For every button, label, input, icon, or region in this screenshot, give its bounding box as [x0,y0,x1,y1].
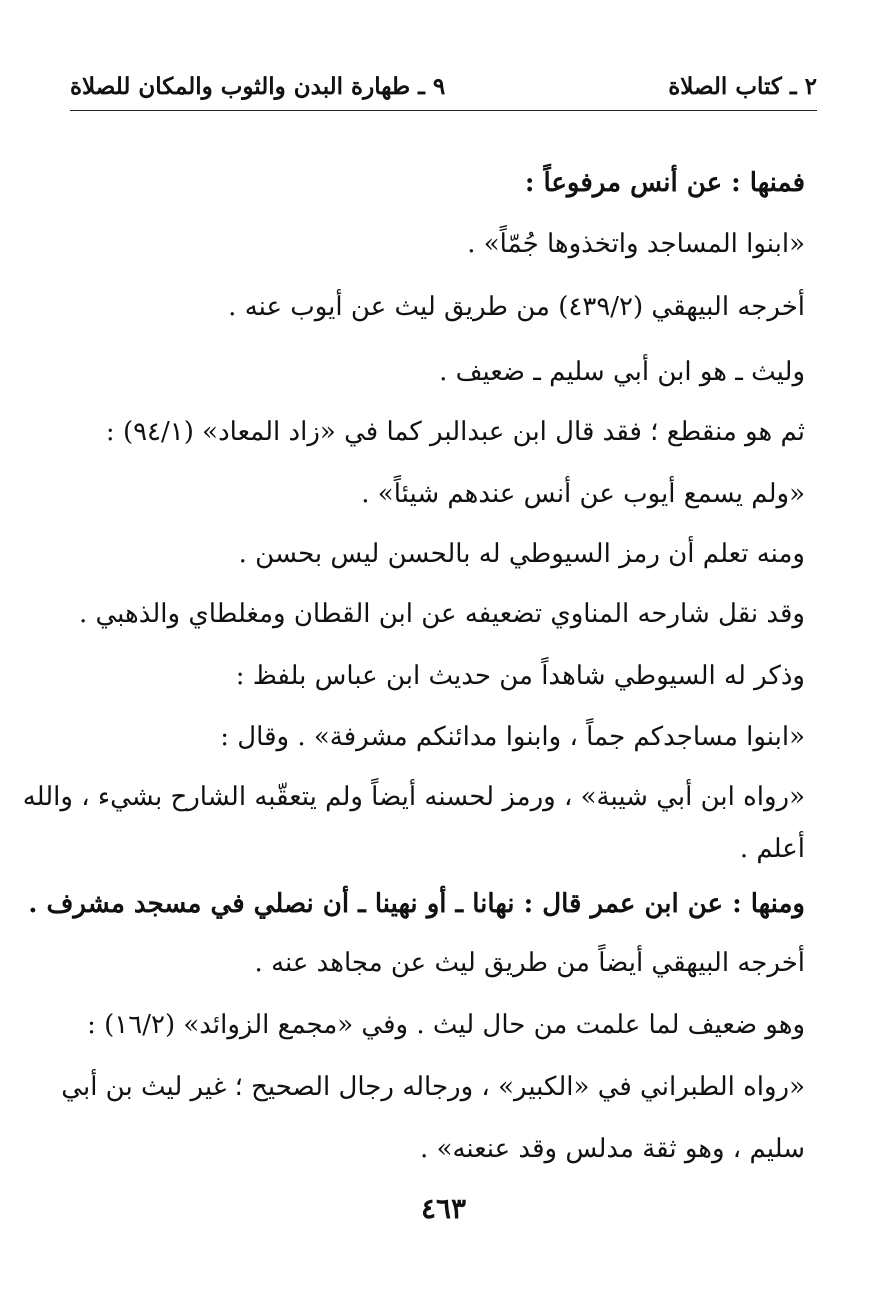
header-chapter: ٢ ـ كتاب الصلاة [668,72,817,100]
text-line: «ولم يسمع أيوب عن أنس عندهم شيئاً» . [361,479,805,509]
text-line: «ابنوا مساجدكم جماً ، وابنوا مدائنكم مشرفة» . وقال : [220,722,805,752]
text-line: «ابنوا المساجد واتخذوها جُمّاً» . [467,229,805,259]
text-line: ومنها : عن ابن عمر قال : نهانا ـ أو نهينا ـ أن نصلي في مسجد مشرف . [28,889,805,919]
text-line: «رواه ابن أبي شيبة» ، ورمز لحسنه أيضاً ولم يتعقّبه الشارح بشيء ، والله [22,782,805,812]
text-line: أعلم . [739,834,805,864]
text-line: وليث ـ هو ابن أبي سليم ـ ضعيف . [439,357,805,387]
text-line: وقد نقل شارحه المناوي تضعيفه عن ابن القطان ومغلطاي والذهبي . [78,599,805,629]
text-line: سليم ، وهو ثقة مدلس وقد عنعنه» . [420,1134,805,1164]
text-line: فمنها : عن أنس مرفوعاً : [524,168,805,198]
page-number: ٤٦٣ [420,1192,467,1225]
text-line: أخرجه البيهقي أيضاً من طريق ليث عن مجاهد عنه . [254,948,805,978]
header-rule [70,110,817,111]
header-section: ٩ ـ طهارة البدن والثوب والمكان للصلاة [70,72,446,100]
text-line: «رواه الطبراني في «الكبير» ، ورجاله رجال الصحيح ؛ غير ليث بن أبي [61,1072,805,1102]
running-header [70,66,817,106]
text-line: وذكر له السيوطي شاهداً من حديث ابن عباس بلفظ : [235,661,805,691]
text-line: وهو ضعيف لما علمت من حال ليث . وفي «مجمع الزوائد» (١٦/٢) : [87,1010,805,1040]
text-line: أخرجه البيهقي (٤٣٩/٢) من طريق ليث عن أيوب عنه . [228,292,805,322]
text-line: ومنه تعلم أن رمز السيوطي له بالحسن ليس بحسن . [238,539,805,569]
text-line: ثم هو منقطع ؛ فقد قال ابن عبدالبر كما في «زاد المعاد» (٩٤/١) : [105,417,805,447]
